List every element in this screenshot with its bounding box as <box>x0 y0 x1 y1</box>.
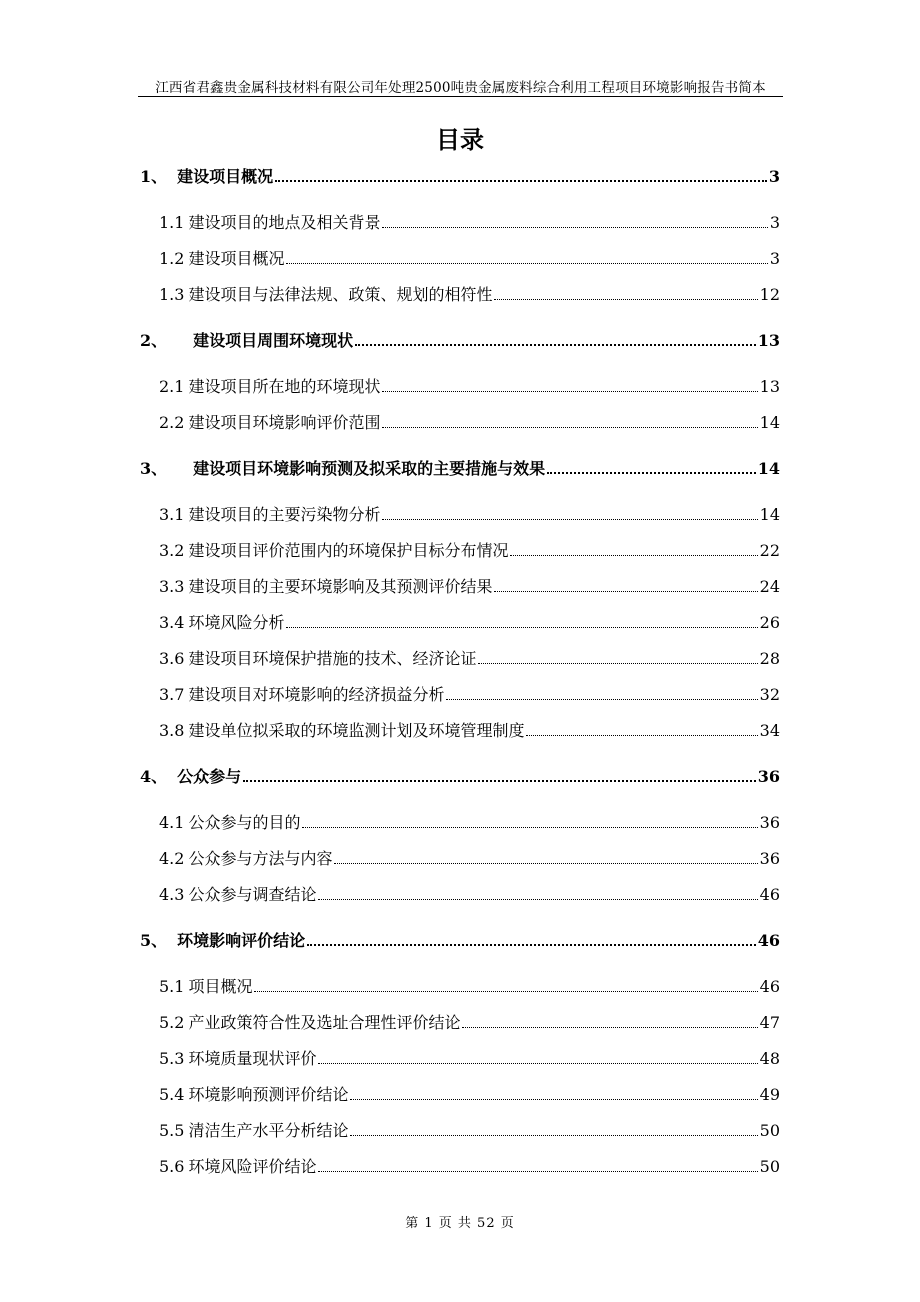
toc-entry-title: 建设项目周围环境现状 <box>193 331 354 350</box>
toc-entry-number: 3.8 <box>159 721 185 740</box>
toc-dot-leader <box>286 263 767 264</box>
toc-dot-leader <box>350 1099 757 1100</box>
toc-dot-leader <box>350 1135 757 1136</box>
toc-page-number: 26 <box>759 613 780 632</box>
toc-entry-title: 建设项目与法律法规、政策、规划的相符性 <box>188 285 493 304</box>
toc-dot-leader <box>275 180 767 182</box>
toc-subsection-entry[interactable] <box>140 571 780 597</box>
toc-entry-number: 3.3 <box>159 577 185 596</box>
toc-subsection-entry[interactable] <box>140 407 780 433</box>
page-footer: 第 1 页 共 52 页 <box>405 1216 515 1231</box>
toc-page-number: 36 <box>759 813 780 832</box>
toc-entry-number: 3.7 <box>159 685 185 704</box>
toc-entry-title: 环境质量现状评价 <box>188 1049 317 1068</box>
toc-dot-leader <box>494 299 757 300</box>
toc-dot-leader <box>382 427 757 428</box>
toc-dot-leader <box>318 899 757 900</box>
toc-dot-leader <box>382 519 757 520</box>
toc-dot-leader <box>243 780 756 782</box>
toc-dot-leader <box>526 735 757 736</box>
toc-entry-number: 5.6 <box>159 1157 185 1176</box>
toc-page-number: 50 <box>759 1157 780 1176</box>
toc-page-number: 14 <box>759 505 780 524</box>
toc-entry-number: 1.1 <box>159 213 185 232</box>
toc-page-number: 3 <box>768 167 780 186</box>
toc-entry-number: 1、 <box>140 167 168 186</box>
toc-subsection-entry[interactable] <box>140 971 780 997</box>
toc-page-number: 3 <box>769 213 780 232</box>
toc-subsection-entry[interactable] <box>140 279 780 305</box>
toc-entry-number: 3.4 <box>159 613 185 632</box>
toc-page-number: 3 <box>769 249 780 268</box>
toc-section-entry[interactable] <box>140 761 780 787</box>
toc-entry-number: 5.5 <box>159 1121 185 1140</box>
toc-entry-number: 1.3 <box>159 285 185 304</box>
toc-dot-leader <box>494 591 757 592</box>
toc-entry-title: 建设项目评价范围内的环境保护目标分布情况 <box>188 541 509 560</box>
toc-entry-title: 清洁生产水平分析结论 <box>188 1121 349 1140</box>
toc-entry-title: 建设项目的主要环境影响及其预测评价结果 <box>188 577 493 596</box>
toc-entry-title: 建设项目环境保护措施的技术、经济论证 <box>188 649 477 668</box>
toc-subsection-entry[interactable] <box>140 807 780 833</box>
toc-page-number: 36 <box>759 849 780 868</box>
toc-section-entry[interactable] <box>140 453 780 479</box>
toc-subsection-entry[interactable] <box>140 499 780 525</box>
toc-page-number: 12 <box>759 285 780 304</box>
toc-dot-leader <box>382 227 767 228</box>
toc-entry-title: 建设项目概况 <box>177 167 274 186</box>
toc-entry-title: 建设项目的地点及相关背景 <box>188 213 381 232</box>
toc-subsection-entry[interactable] <box>140 1115 780 1141</box>
toc-dot-leader <box>334 863 757 864</box>
toc-entry-number: 2.2 <box>159 413 185 432</box>
toc-entry-title: 建设项目环境影响预测及拟采取的主要措施与效果 <box>193 459 546 478</box>
toc-subsection-entry[interactable] <box>140 843 780 869</box>
toc-entry-number: 5.1 <box>159 977 185 996</box>
toc-entry-number: 2、 <box>140 331 168 350</box>
toc-entry-title: 公众参与 <box>177 767 242 786</box>
toc-page-number: 13 <box>759 377 780 396</box>
toc-page-number: 32 <box>759 685 780 704</box>
toc-section-entry[interactable] <box>140 161 780 187</box>
toc-entry-title: 公众参与的目的 <box>188 813 301 832</box>
toc-entry-title: 项目概况 <box>188 977 253 996</box>
toc-entry-number: 3.6 <box>159 649 185 668</box>
toc-section-entry[interactable] <box>140 925 780 951</box>
toc-page-number: 22 <box>759 541 780 560</box>
toc-dot-leader <box>510 555 757 556</box>
toc-entry-title: 环境风险分析 <box>188 613 285 632</box>
toc-subsection-entry[interactable] <box>140 679 780 705</box>
toc-subsection-entry[interactable] <box>140 371 780 397</box>
toc-page-number: 50 <box>759 1121 780 1140</box>
toc-subsection-entry[interactable] <box>140 1043 780 1069</box>
toc-entry-number: 5.3 <box>159 1049 185 1068</box>
toc-page-number: 28 <box>759 649 780 668</box>
header-rule <box>138 96 783 97</box>
toc-section-entry[interactable] <box>140 325 780 351</box>
toc-entry-title: 环境风险评价结论 <box>188 1157 317 1176</box>
toc-entry-number: 2.1 <box>159 377 185 396</box>
toc-entry-title: 公众参与方法与内容 <box>188 849 333 868</box>
toc-subsection-entry[interactable] <box>140 715 780 741</box>
toc-dot-leader <box>462 1027 757 1028</box>
toc-page-number: 14 <box>757 459 780 478</box>
toc-entry-number: 5.4 <box>159 1085 185 1104</box>
toc-entry-title: 建设项目环境影响评价范围 <box>188 413 381 432</box>
toc-dot-leader <box>355 344 756 346</box>
toc-entry-number: 5.2 <box>159 1013 185 1032</box>
toc-entry-title: 建设项目对环境影响的经济损益分析 <box>188 685 445 704</box>
toc-entry-number: 1.2 <box>159 249 185 268</box>
toc-entry-title: 环境影响评价结论 <box>177 931 306 950</box>
toc-dot-leader <box>318 1171 757 1172</box>
toc-entry-title: 产业政策符合性及选址合理性评价结论 <box>188 1013 461 1032</box>
toc-page-number: 24 <box>759 577 780 596</box>
toc-entry-title: 建设项目所在地的环境现状 <box>188 377 381 396</box>
toc-entry-number: 3、 <box>140 459 168 478</box>
toc-page-number: 49 <box>759 1085 780 1104</box>
toc-entry-title: 建设单位拟采取的环境监测计划及环境管理制度 <box>188 721 525 740</box>
toc-entry-number: 3.2 <box>159 541 185 560</box>
toc-page-number: 46 <box>757 931 780 950</box>
toc-subsection-entry[interactable] <box>140 643 780 669</box>
toc-entry-title: 公众参与调查结论 <box>188 885 317 904</box>
toc-page-number: 48 <box>759 1049 780 1068</box>
toc-page-number: 14 <box>759 413 780 432</box>
toc-page-number: 47 <box>759 1013 780 1032</box>
toc-entry-number: 4.2 <box>159 849 185 868</box>
toc-page-number: 34 <box>759 721 780 740</box>
toc-subsection-entry[interactable] <box>140 879 780 905</box>
toc-dot-leader <box>478 663 757 664</box>
toc-subsection-entry[interactable] <box>140 535 780 561</box>
toc-page-number: 46 <box>759 977 780 996</box>
toc-entry-number: 5、 <box>140 931 168 950</box>
toc-entry-number: 4、 <box>140 767 168 786</box>
toc-entry-number: 4.3 <box>159 885 185 904</box>
toc-entry-title: 建设项目概况 <box>188 249 285 268</box>
toc-dot-leader <box>254 991 757 992</box>
page-title: 目录 <box>436 126 484 154</box>
toc-page-number: 13 <box>757 331 780 350</box>
toc-page-number: 46 <box>759 885 780 904</box>
toc-page-number: 36 <box>757 767 780 786</box>
toc-dot-leader <box>318 1063 757 1064</box>
toc-subsection-entry[interactable] <box>140 1007 780 1033</box>
toc-subsection-entry[interactable] <box>140 1151 780 1177</box>
toc-subsection-entry[interactable] <box>140 243 780 269</box>
toc-subsection-entry[interactable] <box>140 207 780 233</box>
toc-entry-title: 建设项目的主要污染物分析 <box>188 505 381 524</box>
toc-entry-number: 3.1 <box>159 505 185 524</box>
toc-dot-leader <box>547 472 756 474</box>
toc-dot-leader <box>286 627 757 628</box>
toc-dot-leader <box>302 827 757 828</box>
toc-dot-leader <box>446 699 757 700</box>
toc-dot-leader <box>382 391 757 392</box>
toc-entry-title: 环境影响预测评价结论 <box>188 1085 349 1104</box>
toc-dot-leader <box>307 944 756 946</box>
toc-subsection-entry[interactable] <box>140 607 780 633</box>
toc-subsection-entry[interactable] <box>140 1079 780 1105</box>
running-header: 江西省君鑫贵金属科技材料有限公司年处理2500吨贵金属废料综合利用工程项目环境影响报告书简本 <box>155 80 766 96</box>
toc-entry-number: 4.1 <box>159 813 185 832</box>
